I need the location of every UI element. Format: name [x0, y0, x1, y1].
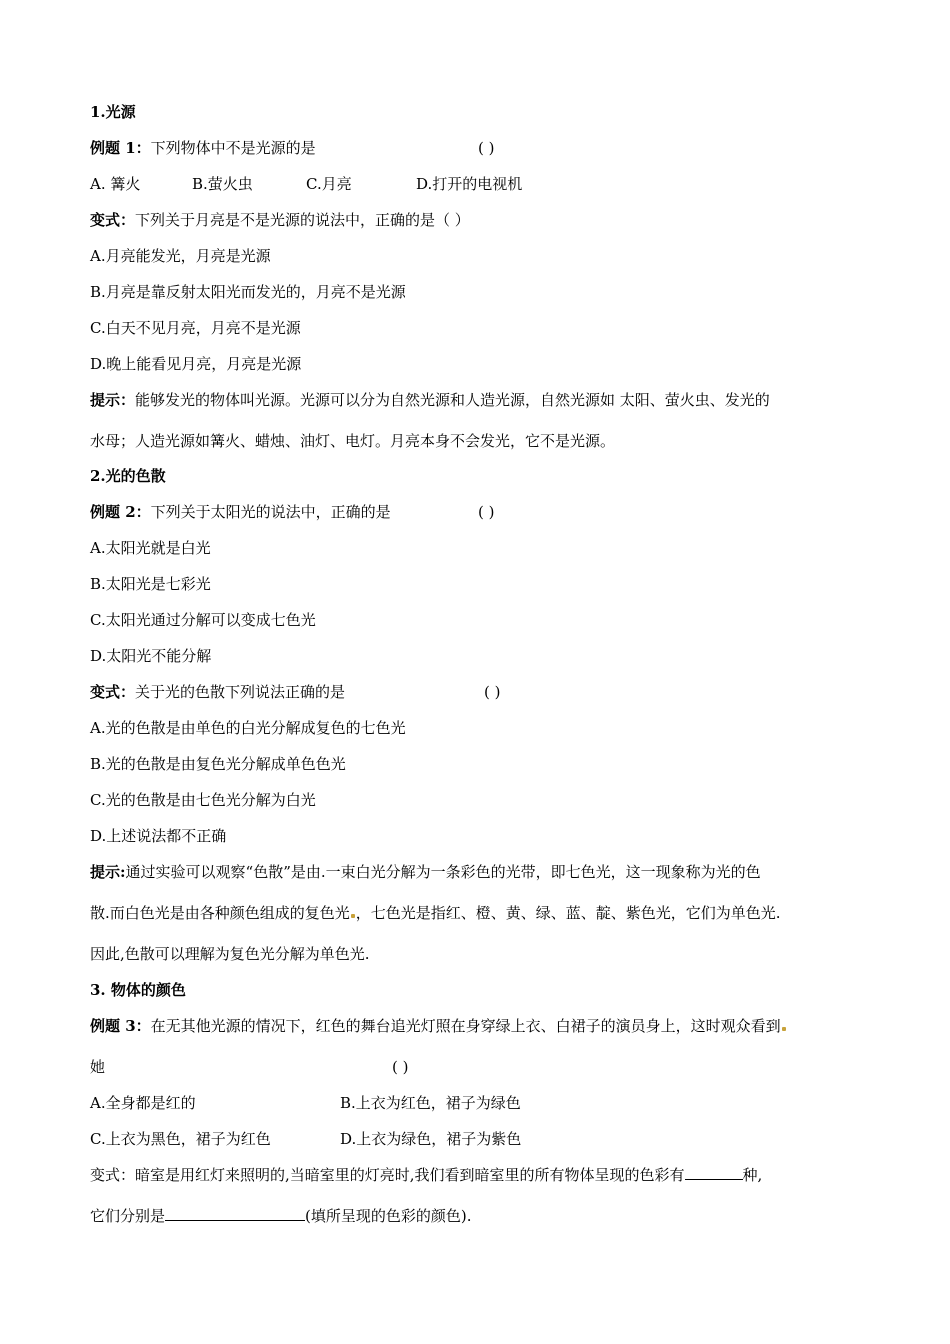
- hint-1-label: 提示：: [90, 391, 136, 409]
- variant-3-text-2b: (填所呈现的色彩的颜色).: [305, 1207, 472, 1225]
- example-3-option-c: C.上衣为黑色，裙子为红色: [90, 1130, 271, 1148]
- example-2-text: 下列关于太阳光的说法中，正确的是: [150, 503, 391, 521]
- example-1-text: 下列物体中不是光源的是: [150, 139, 316, 157]
- example-1-option-c: C.月亮: [306, 175, 352, 193]
- variant-3-line-2: [90, 1206, 472, 1226]
- example-1-answer-paren: ( ): [478, 139, 495, 157]
- example-3-option-d: D.上衣为绿色，裙子为紫色: [340, 1130, 522, 1148]
- variant-3-text-1a: 变式：暗室是用红灯来照明的,当暗室里的灯亮时,我们看到暗室里的所有物体呈现的色彩有: [90, 1166, 685, 1184]
- hint-2-line-1: [90, 862, 761, 882]
- example-2-option-d: D.太阳光不能分解: [90, 647, 212, 665]
- variant-1-label: 变式：: [90, 211, 136, 229]
- fill-blank-count[interactable]: [685, 1165, 743, 1180]
- example-2-label: 例题 2：: [90, 503, 151, 521]
- example-3-text: 在无其他光源的情况下，红色的舞台追光灯照在身穿绿上衣、白裙子的演员身上，这时观众看到: [150, 1017, 781, 1035]
- section-3-heading: 3. 物体的颜色: [90, 981, 186, 999]
- section-1-heading: 1.光源: [90, 103, 136, 121]
- variant-2-text: 关于光的色散下列说法正确的是: [135, 683, 346, 701]
- example-2-option-b: B.太阳光是七彩光: [90, 575, 211, 593]
- example-3-answer-paren: ( ): [392, 1058, 409, 1076]
- variant-1-option-a: A.月亮能发光，月亮是光源: [90, 247, 271, 265]
- variant-3-text-2a: 它们分别是: [90, 1207, 166, 1225]
- variant-2-option-d: D.上述说法都不正确: [90, 827, 227, 845]
- variant-1-text: 下列关于月亮是不是光源的说法中，正确的是（ ）: [135, 211, 470, 229]
- example-2-option-a: A.太阳光就是白光: [90, 539, 211, 557]
- fill-blank-colors[interactable]: [165, 1206, 305, 1221]
- variant-3-text-1b: 种,: [742, 1166, 763, 1184]
- highlight-dot-icon: [782, 1027, 786, 1031]
- example-1-option-d: D.打开的电视机: [416, 175, 523, 193]
- hint-2-text-2a: 散.而白色光是由各种颜色组成的复色光: [90, 904, 350, 922]
- example-2-option-c: C.太阳光通过分解可以变成七色光: [90, 611, 316, 629]
- example-3-question-cont: 她: [90, 1058, 106, 1076]
- hint-1-line-2: 水母；人造光源如篝火、蜡烛、油灯、电灯。月亮本身不会发光，它不是光源。: [90, 432, 616, 450]
- example-1-question: [90, 138, 316, 158]
- variant-1-option-d: D.晚上能看见月亮，月亮是光源: [90, 355, 302, 373]
- hint-2-line-3: 因此,色散可以理解为复色光分解为单色光.: [90, 945, 370, 963]
- hint-2-text-2b: ，七色光是指红、橙、黄、绿、蓝、靛、紫色光，它们为单色光.: [355, 904, 781, 922]
- variant-2-answer-paren: ( ): [484, 683, 501, 701]
- variant-2-question: [90, 682, 345, 702]
- variant-1-option-b: B.月亮是靠反射太阳光而发光的，月亮不是光源: [90, 283, 406, 301]
- variant-2-option-a: A.光的色散是由单色的白光分解成复色的七色光: [90, 719, 406, 737]
- hint-2-text-1: 通过实验可以观察“色散”是由.一束白光分解为一条彩色的光带，即七色光，这一现象称为光的色: [125, 863, 761, 881]
- example-1-label: 例题 1：: [90, 139, 151, 157]
- hint-1-line-1: [90, 390, 770, 410]
- example-3-question: [90, 1016, 787, 1036]
- variant-1-option-c: C.白天不见月亮，月亮不是光源: [90, 319, 301, 337]
- hint-2-line-2: [90, 903, 781, 923]
- variant-2-option-b: B.光的色散是由复色光分解成单色色光: [90, 755, 346, 773]
- example-2-question: [90, 502, 391, 522]
- variant-1-question: [90, 210, 470, 230]
- hint-2-label: 提示:: [90, 863, 126, 881]
- highlight-dot-icon: [351, 914, 355, 918]
- variant-2-label: 变式：: [90, 683, 136, 701]
- example-2-answer-paren: ( ): [478, 503, 495, 521]
- section-2-heading: 2.光的色散: [90, 467, 166, 485]
- hint-1-text-1: 能够发光的物体叫光源。光源可以分为自然光源和人造光源，自然光源如 太阳、萤火虫、发光的: [135, 391, 770, 409]
- example-3-option-a: A.全身都是红的: [90, 1094, 196, 1112]
- variant-3-line-1: [90, 1165, 762, 1185]
- example-1-option-a: A. 篝火: [90, 175, 141, 193]
- example-1-option-b: B.萤火虫: [192, 175, 253, 193]
- example-3-label: 例题 3：: [90, 1017, 151, 1035]
- variant-2-option-c: C.光的色散是由七色光分解为白光: [90, 791, 316, 809]
- example-3-option-b: B.上衣为红色，裙子为绿色: [340, 1094, 521, 1112]
